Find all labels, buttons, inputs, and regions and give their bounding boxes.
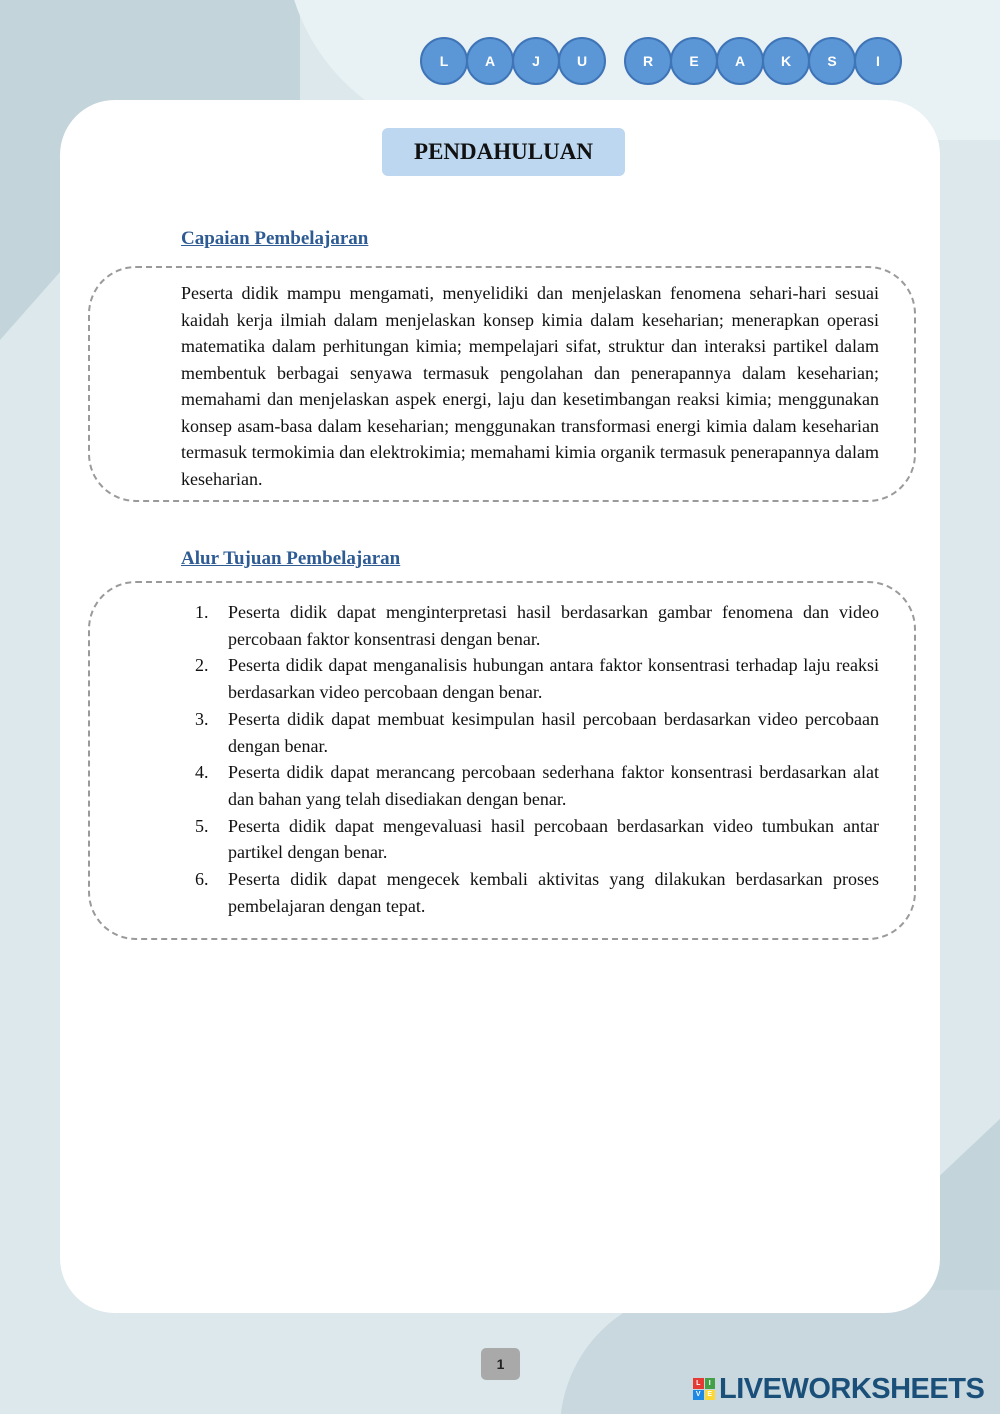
title-letter-bubble: K: [762, 37, 810, 85]
title-letter-bubble: E: [670, 37, 718, 85]
list-item-number: 4.: [195, 762, 209, 783]
page-number: 1: [481, 1348, 520, 1380]
title-letter-bubble: S: [808, 37, 856, 85]
title-letter-bubble: L: [420, 37, 468, 85]
capaian-heading: Capaian Pembelajaran: [181, 228, 369, 249]
list-item: [195, 599, 879, 652]
title-letter-bubble: A: [466, 37, 514, 85]
list-item-text: Peserta didik dapat mengecek kembali aktivitas yang dilakukan berdasarkan proses pembelajaran dengan tepat.: [228, 869, 879, 916]
logo-square: E: [705, 1390, 716, 1401]
list-item-number: 3.: [195, 708, 209, 729]
list-item: [195, 652, 879, 705]
title-letter-bubble: U: [558, 37, 606, 85]
list-item-text: Peserta didik dapat membuat kesimpulan hasil percobaan berdasarkan video percobaan dengan benar.: [228, 708, 879, 756]
list-item: [195, 706, 879, 759]
title-letter-bubble: R: [624, 37, 672, 85]
logo-square: I: [705, 1378, 716, 1389]
brand-text: LIVEWORKSHEETS: [719, 1372, 985, 1405]
header-title-laju-reaksi: [420, 37, 900, 85]
title-letter-bubble: I: [854, 37, 902, 85]
title-letter-bubble: A: [716, 37, 764, 85]
list-item: [195, 866, 879, 919]
list-item-text: Peserta didik dapat menganalisis hubungan antara faktor konsentrasi terhadap laju reaksi berdasarkan video percobaan dengan benar.: [228, 655, 879, 703]
alur-list: [195, 599, 879, 919]
list-item-text: Peserta didik dapat mengevaluasi hasil percobaan berdasarkan video tumbukan antar partikel dengan benar.: [228, 815, 879, 863]
list-item-text: Peserta didik dapat menginterpretasi hasil berdasarkan gambar fenomena dan video percobaan faktor konsentrasi dengan benar.: [228, 602, 879, 649]
alur-heading: Alur Tujuan Pembelajaran: [181, 548, 401, 569]
list-item: [195, 813, 879, 866]
list-item-number: 2.: [195, 655, 209, 676]
list-item-text: Peserta didik dapat merancang percobaan sederhana faktor konsentrasi berdasarkan alat dan bahan yang telah disediakan dengan benar.: [228, 762, 879, 809]
title-letter-bubble: J: [512, 37, 560, 85]
liveworksheets-logo-icon: [693, 1378, 715, 1400]
list-item-number: 1.: [195, 602, 209, 622]
logo-square: L: [693, 1378, 704, 1389]
brand-watermark[interactable]: [693, 1372, 984, 1406]
list-item: [195, 759, 879, 812]
list-item-number: 5.: [195, 815, 209, 836]
capaian-text: Peserta didik mampu mengamati, menyelidiki dan menjelaskan fenomena sehari-hari sesuai kaidah kerja ilmiah dalam menjelaskan konsep kimia dalam keseharian; menerapkan operasi matematika dalam perhitungan kimia; mempelajari sifat, struktur dan interaksi partikel dalam membentuk berbagai senyawa termasuk pengolahan dan penerapannya dalam keseharian; memahami dan menjelaskan aspek energi, laju dan kesetimbangan reaksi kimia; menggunakan konsep asam-basa dalam keseharian; menggunakan transformasi energi kimia dalam keseharian termasuk termokimia dan elektrokimia; memahami kimia organik termasuk penerapannya dalam keseharian.: [181, 283, 879, 489]
list-item-number: 6.: [195, 869, 209, 890]
logo-square: V: [693, 1390, 704, 1401]
section-title: PENDAHULUAN: [382, 128, 625, 176]
